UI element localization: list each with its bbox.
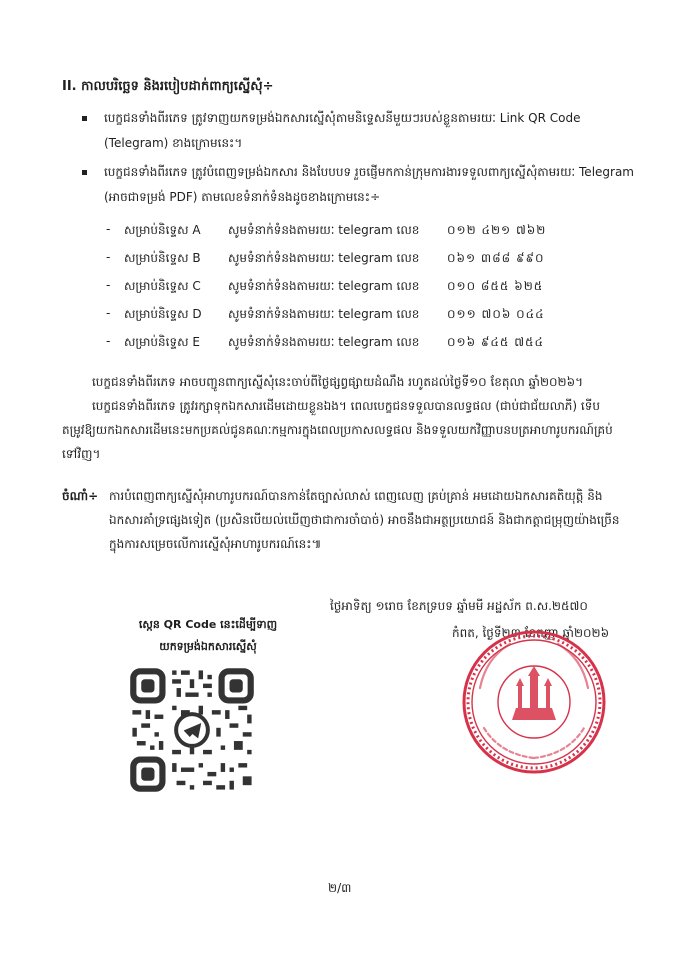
contact-number[interactable]: ០១៦ ៩៤៥ ៧៥៤ [447, 335, 545, 349]
contact-level: សម្រាប់និទ្ទេស A [124, 223, 201, 237]
contact-level: សម្រាប់និទ្ទេស B [124, 251, 201, 265]
issue-date: កំពត, ថ្ងៃទី២៣ ខែកញ្ញា ឆ្នាំ២០២៦ [452, 626, 610, 640]
dash: - [106, 334, 111, 348]
contact-message: សូមទំនាក់ទំនងតាមរយៈ telegram លេខ [228, 307, 420, 321]
lunar-date: ថ្ងៃអាទិត្យ ១រោច ខែភទ្របទ ឆ្នាំមមី អដ្ឋស័ក ព.ស.២៥៧០ [330, 599, 588, 613]
section-title: II. កាលបរិច្ឆេទ និងរបៀបដាក់ពាក្យស្នើសុំ÷ [62, 79, 274, 94]
contact-number[interactable]: ០១១ ៧០៦ ០៤៤ [447, 307, 545, 321]
qr-code-image[interactable] [128, 666, 256, 794]
contact-level: សម្រាប់និទ្ទេស C [124, 279, 201, 293]
qr-caption-line1: ស្កេន QR Code នេះដើម្បីទាញ [138, 618, 278, 631]
original-documents-paragraph: បេក្ខជនទាំងពីរភេទ ត្រូវរក្សាទុកឯកសារដើមដោយខ្លួនឯង។ ពេលបេក្ខជនទទួលបានលទ្ធផល (ជាប់ជាជ័យលាភី) ទើបតម្រូវឱ្យយកឯកសារដើមនេះមកប្រគល់ជូនគណៈកម្មការក្នុងពេលប្រកាសលទ្ធផល និងទទួលយកវិញ្ញាបនបត្រអាហារូបករណ៍គ្រប់ទៅវិញ។ [62, 399, 613, 461]
dash: - [106, 250, 111, 264]
bullet-item-1 [82, 106, 644, 156]
submission-deadline-paragraph: បេក្ខជនទាំងពីរភេទ អាចបញ្ជូនពាក្យស្នើសុំនេះចាប់ពីថ្ងៃផ្សព្វផ្សាយដំណឹង រហូតដល់ថ្ងៃទី១០ ខែតុលា ឆ្នាំ២០២៦។ [92, 375, 584, 389]
contact-message: សូមទំនាក់ទំនងតាមរយៈ telegram លេខ [228, 223, 420, 237]
contact-number[interactable]: ០១០ ៨៥៥ ៦២៥ [447, 279, 544, 293]
dash: - [106, 306, 111, 320]
page-number: ២/៣ [328, 881, 352, 895]
contact-message: សូមទំនាក់ទំនងតាមរយៈ telegram លេខ [228, 279, 420, 293]
contact-message: សូមទំនាក់ទំនងតាមរយៈ telegram លេខ [228, 335, 420, 349]
contact-level: សម្រាប់និទ្ទេស E [124, 335, 200, 349]
contact-message: សូមទំនាក់ទំនងតាមរយៈ telegram លេខ [228, 251, 420, 265]
bullet-icon [82, 170, 87, 175]
bullet-text: បេក្ខជនទាំងពីរភេទ ត្រូវទាញយកទម្រង់ឯកសារស្នើសុំតាមនិទ្ទេសនីមួយៗរបស់ខ្លួនតាមរយៈ Link QR Code (Telegram) ខាងក្រោមនេះ។ [104, 111, 581, 150]
dash: - [106, 278, 111, 292]
bullet-item-2 [82, 160, 644, 210]
note-text: ការបំពេញពាក្យស្នើសុំអាហារូបករណ៍បានកាន់តែច្បាស់លាស់ ពេញលេញ គ្រប់គ្រាន់ អមដោយឯកសារគតិយុត្តិ និងឯកសារគាំទ្រផ្សេងទៀត (ប្រសិនបើយល់ឃើញថាជាការចាំបាច់) អាចនឹងជាអត្ថប្រយោជន៍ និងជាកត្តាជម្រុញយ៉ាងច្រើនក្នុងការសម្រេចលើការស្នើសុំអាហារូបករណ៍នេះ៕ [109, 489, 620, 551]
dash: - [106, 222, 111, 236]
official-seal-stamp [460, 628, 608, 776]
qr-caption-line2: យកទម្រង់ឯកសារស្នើសុំ [159, 640, 257, 653]
note-label: ចំណាំ÷ [62, 489, 99, 503]
contact-number[interactable]: ០៦១ ៣៨៨ ៩៩០ [447, 251, 545, 265]
contact-number[interactable]: ០១២ ៤២១ ៧៦២ [447, 223, 547, 237]
bullet-icon [82, 116, 87, 121]
bullet-text: បេក្ខជនទាំងពីរភេទ ត្រូវបំពេញទម្រង់ឯកសារ និងបែបបទ រួចផ្ញើមកកាន់ក្រុមការងារទទួលពាក្យស្នើសុំតាមរយៈ Telegram (អាចជាទម្រង់ PDF) តាមលេខទំនាក់ទំនងដូចខាងក្រោមនេះ÷ [104, 165, 634, 204]
contact-level: សម្រាប់និទ្ទេស D [124, 307, 202, 321]
